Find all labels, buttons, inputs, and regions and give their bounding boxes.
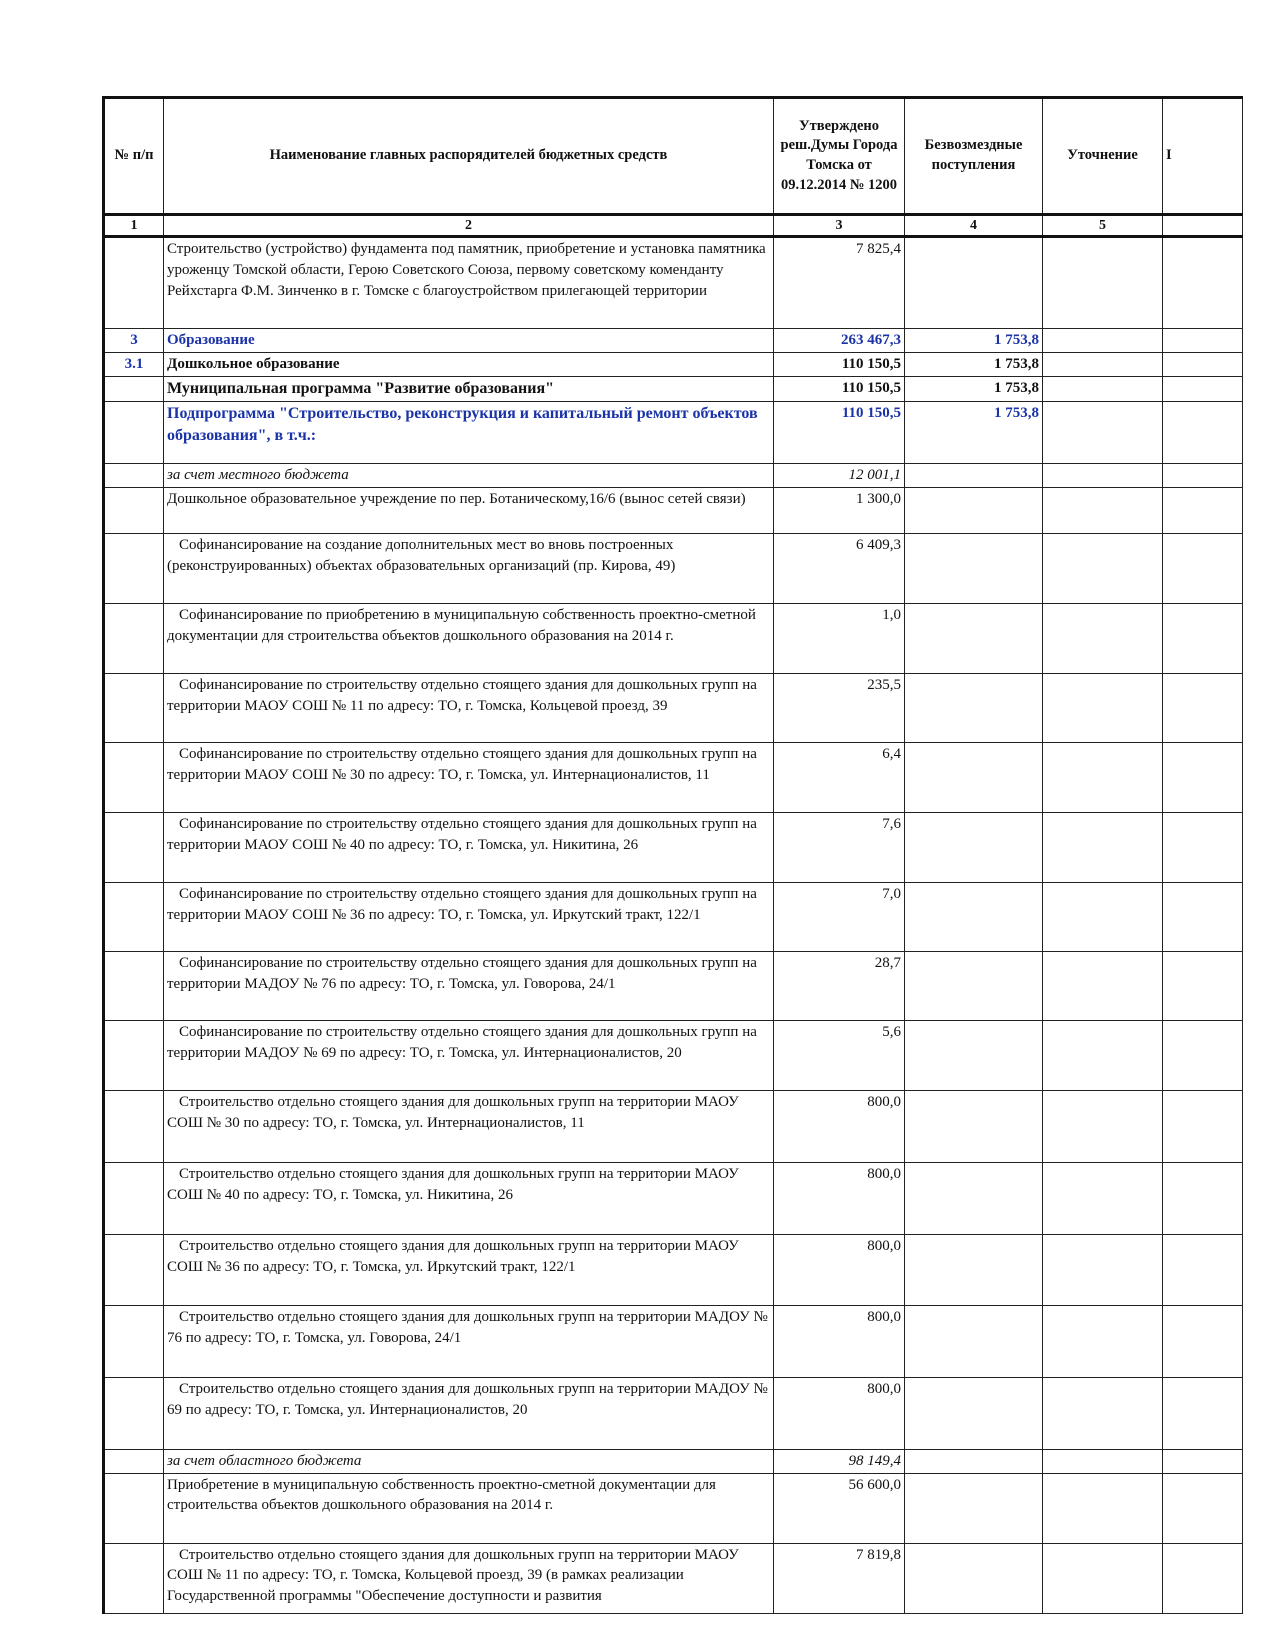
row-extra	[1163, 534, 1243, 604]
row-approved: 7,6	[774, 813, 905, 883]
row-approved: 235,5	[774, 674, 905, 743]
header-row	[104, 98, 1243, 215]
row-name: Строительство отдельно стоящего здания для дошкольных групп на территории МАОУ СОШ № 40 по адресу: ТО, г. Томска, ул. Никитина, 26	[164, 1163, 774, 1235]
table-row	[104, 464, 1243, 488]
row-adjustment	[1043, 604, 1163, 674]
row-adjustment	[1043, 488, 1163, 534]
row-free-receipts	[905, 237, 1043, 329]
table-row	[104, 1091, 1243, 1163]
row-number	[104, 1543, 164, 1613]
row-number	[104, 402, 164, 464]
row-name: Софинансирование по строительству отдельно стоящего здания для дошкольных групп на территории МАОУ СОШ № 11 по адресу: ТО, г. Томска, Кольцевой проезд, 39	[164, 674, 774, 743]
row-name: Строительство отдельно стоящего здания для дошкольных групп на территории МАДОУ № 69 по адресу: ТО, г. Томска, ул. Интернационалистов, 20	[164, 1378, 774, 1450]
row-extra	[1163, 1091, 1243, 1163]
row-extra	[1163, 1473, 1243, 1543]
row-extra	[1163, 674, 1243, 743]
row-number	[104, 1450, 164, 1474]
header-number: № п/п	[104, 98, 164, 215]
row-adjustment	[1043, 377, 1163, 402]
row-name: Образование	[164, 329, 774, 353]
table-row	[104, 1306, 1243, 1378]
row-free-receipts	[905, 743, 1043, 813]
table-row	[104, 237, 1243, 329]
table-row	[104, 402, 1243, 464]
row-number	[104, 1306, 164, 1378]
row-adjustment	[1043, 1163, 1163, 1235]
row-approved: 800,0	[774, 1091, 905, 1163]
row-name: Муниципальная программа "Развитие образования"	[164, 377, 774, 402]
row-name: Строительство отдельно стоящего здания для дошкольных групп на территории МАОУ СОШ № 36 по адресу: ТО, г. Томска, ул. Иркутский тракт, 122/1	[164, 1235, 774, 1306]
row-approved: 800,0	[774, 1163, 905, 1235]
column-number: 5	[1043, 215, 1163, 237]
row-approved: 800,0	[774, 1378, 905, 1450]
table-row	[104, 377, 1243, 402]
row-approved: 1,0	[774, 604, 905, 674]
header-next: I	[1163, 98, 1243, 215]
row-name: Софинансирование по строительству отдельно стоящего здания для дошкольных групп на территории МАОУ СОШ № 30 по адресу: ТО, г. Томска, ул. Интернационалистов, 11	[164, 743, 774, 813]
row-extra	[1163, 488, 1243, 534]
row-adjustment	[1043, 534, 1163, 604]
row-extra	[1163, 1235, 1243, 1306]
row-number	[104, 1378, 164, 1450]
row-approved: 7 819,8	[774, 1543, 905, 1613]
row-approved: 6,4	[774, 743, 905, 813]
row-number	[104, 1163, 164, 1235]
row-adjustment	[1043, 464, 1163, 488]
row-adjustment	[1043, 883, 1163, 952]
column-number-row	[104, 215, 1243, 237]
row-free-receipts	[905, 1543, 1043, 1613]
column-number: 4	[905, 215, 1043, 237]
row-name: Софинансирование на создание дополнительных мест во вновь построенных (реконструированных) объектах образовательных организаций (пр. Кирова, 49)	[164, 534, 774, 604]
row-name: Дошкольное образование	[164, 353, 774, 377]
column-number	[1163, 215, 1243, 237]
row-number	[104, 237, 164, 329]
header-name: Наименование главных распорядителей бюджетных средств	[164, 98, 774, 215]
row-extra	[1163, 1450, 1243, 1474]
budget-table	[102, 96, 1243, 1614]
row-adjustment	[1043, 1306, 1163, 1378]
row-free-receipts	[905, 534, 1043, 604]
row-extra	[1163, 237, 1243, 329]
row-extra	[1163, 952, 1243, 1021]
row-name: за счет областного бюджета	[164, 1450, 774, 1474]
table-row	[104, 353, 1243, 377]
row-number	[104, 883, 164, 952]
row-number	[104, 377, 164, 402]
row-extra	[1163, 1163, 1243, 1235]
row-number: 3.1	[104, 353, 164, 377]
row-extra	[1163, 464, 1243, 488]
row-number: 3	[104, 329, 164, 353]
row-number	[104, 952, 164, 1021]
row-name: Софинансирование по строительству отдельно стоящего здания для дошкольных групп на территории МАОУ СОШ № 40 по адресу: ТО, г. Томска, ул. Никитина, 26	[164, 813, 774, 883]
row-adjustment	[1043, 1235, 1163, 1306]
row-free-receipts	[905, 1163, 1043, 1235]
row-number	[104, 674, 164, 743]
row-extra	[1163, 1021, 1243, 1091]
row-approved: 800,0	[774, 1235, 905, 1306]
row-number	[104, 488, 164, 534]
row-extra	[1163, 377, 1243, 402]
row-number	[104, 813, 164, 883]
table-row	[104, 883, 1243, 952]
table-row	[104, 1235, 1243, 1306]
row-approved: 263 467,3	[774, 329, 905, 353]
table-row	[104, 534, 1243, 604]
row-name: Приобретение в муниципальную собственность проектно-сметной документации для строительства объектов дошкольного образования на 2014 г.	[164, 1473, 774, 1543]
row-extra	[1163, 353, 1243, 377]
row-extra	[1163, 604, 1243, 674]
table-row	[104, 1473, 1243, 1543]
row-free-receipts: 1 753,8	[905, 377, 1043, 402]
row-free-receipts	[905, 1450, 1043, 1474]
row-adjustment	[1043, 952, 1163, 1021]
row-approved: 110 150,5	[774, 377, 905, 402]
row-name: Софинансирование по строительству отдельно стоящего здания для дошкольных групп на территории МАОУ СОШ № 36 по адресу: ТО, г. Томска, ул. Иркутский тракт, 122/1	[164, 883, 774, 952]
row-free-receipts	[905, 813, 1043, 883]
header-adjustment: Уточнение	[1043, 98, 1163, 215]
row-number	[104, 743, 164, 813]
table-row	[104, 1543, 1243, 1613]
row-adjustment	[1043, 813, 1163, 883]
row-approved: 110 150,5	[774, 353, 905, 377]
row-approved: 7,0	[774, 883, 905, 952]
row-free-receipts	[905, 952, 1043, 1021]
table-row	[104, 1163, 1243, 1235]
row-approved: 110 150,5	[774, 402, 905, 464]
row-adjustment	[1043, 1091, 1163, 1163]
row-extra	[1163, 813, 1243, 883]
row-free-receipts: 1 753,8	[905, 353, 1043, 377]
row-approved: 12 001,1	[774, 464, 905, 488]
row-adjustment	[1043, 674, 1163, 743]
row-free-receipts	[905, 883, 1043, 952]
row-adjustment	[1043, 353, 1163, 377]
row-approved: 800,0	[774, 1306, 905, 1378]
row-free-receipts: 1 753,8	[905, 402, 1043, 464]
row-name: за счет местного бюджета	[164, 464, 774, 488]
row-adjustment	[1043, 1021, 1163, 1091]
row-adjustment	[1043, 237, 1163, 329]
row-free-receipts	[905, 1378, 1043, 1450]
row-name: Софинансирование по приобретению в муниципальную собственность проектно-сметной документации для строительства объектов дошкольного образования на 2014 г.	[164, 604, 774, 674]
row-extra	[1163, 883, 1243, 952]
row-number	[104, 1473, 164, 1543]
row-extra	[1163, 329, 1243, 353]
row-name: Подпрограмма "Строительство, реконструкция и капитальный ремонт объектов образования", в т.ч.:	[164, 402, 774, 464]
column-number: 1	[104, 215, 164, 237]
row-name: Софинансирование по строительству отдельно стоящего здания для дошкольных групп на территории МАДОУ № 69 по адресу: ТО, г. Томска, ул. Интернационалистов, 20	[164, 1021, 774, 1091]
row-free-receipts	[905, 674, 1043, 743]
row-free-receipts: 1 753,8	[905, 329, 1043, 353]
row-extra	[1163, 1378, 1243, 1450]
table-row	[104, 329, 1243, 353]
row-name: Строительство отдельно стоящего здания для дошкольных групп на территории МАОУ СОШ № 11 по адресу: ТО, г. Томска, Кольцевой проезд, 39 (в рамках реализации Государственной программы "Обеспечение доступности и развития	[164, 1543, 774, 1613]
row-number	[104, 604, 164, 674]
row-free-receipts	[905, 1091, 1043, 1163]
row-free-receipts	[905, 464, 1043, 488]
table-row	[104, 952, 1243, 1021]
row-approved: 1 300,0	[774, 488, 905, 534]
row-adjustment	[1043, 1450, 1163, 1474]
row-adjustment	[1043, 1378, 1163, 1450]
row-number	[104, 1235, 164, 1306]
row-free-receipts	[905, 488, 1043, 534]
row-free-receipts	[905, 1021, 1043, 1091]
table-row	[104, 1450, 1243, 1474]
row-adjustment	[1043, 743, 1163, 813]
row-approved: 98 149,4	[774, 1450, 905, 1474]
row-free-receipts	[905, 1473, 1043, 1543]
row-name: Строительство (устройство) фундамента под памятник, приобретение и установка памятника уроженцу Томской области, Герою Советского Союза, первому советскому коменданту Рейхстарга Ф.М. Зинченко в г. Томске с благоустройством прилегающей территории	[164, 237, 774, 329]
row-extra	[1163, 1543, 1243, 1613]
row-name: Строительство отдельно стоящего здания для дошкольных групп на территории МАДОУ № 76 по адресу: ТО, г. Томска, ул. Говорова, 24/1	[164, 1306, 774, 1378]
row-adjustment	[1043, 329, 1163, 353]
column-number: 3	[774, 215, 905, 237]
row-extra	[1163, 743, 1243, 813]
row-extra	[1163, 1306, 1243, 1378]
row-adjustment	[1043, 402, 1163, 464]
header-approved: Утверждено реш.Думы Города Томска от 09.12.2014 № 1200	[774, 98, 905, 215]
row-name: Строительство отдельно стоящего здания для дошкольных групп на территории МАОУ СОШ № 30 по адресу: ТО, г. Томска, ул. Интернационалистов, 11	[164, 1091, 774, 1163]
table-row	[104, 488, 1243, 534]
row-number	[104, 464, 164, 488]
row-number	[104, 1021, 164, 1091]
row-adjustment	[1043, 1473, 1163, 1543]
row-number	[104, 1091, 164, 1163]
row-approved: 7 825,4	[774, 237, 905, 329]
row-name: Софинансирование по строительству отдельно стоящего здания для дошкольных групп на территории МАДОУ № 76 по адресу: ТО, г. Томска, ул. Говорова, 24/1	[164, 952, 774, 1021]
row-approved: 6 409,3	[774, 534, 905, 604]
row-free-receipts	[905, 604, 1043, 674]
row-approved: 28,7	[774, 952, 905, 1021]
row-free-receipts	[905, 1235, 1043, 1306]
table-row	[104, 813, 1243, 883]
table-row	[104, 674, 1243, 743]
header-free-receipts: Безвозмездные поступления	[905, 98, 1043, 215]
table-row	[104, 1021, 1243, 1091]
row-approved: 56 600,0	[774, 1473, 905, 1543]
table-row	[104, 1378, 1243, 1450]
row-approved: 5,6	[774, 1021, 905, 1091]
row-name: Дошкольное образовательное учреждение по пер. Ботаническому,16/6 (вынос сетей связи)	[164, 488, 774, 534]
table-row	[104, 604, 1243, 674]
row-extra	[1163, 402, 1243, 464]
row-free-receipts	[905, 1306, 1043, 1378]
row-number	[104, 534, 164, 604]
table-row	[104, 743, 1243, 813]
column-number: 2	[164, 215, 774, 237]
row-adjustment	[1043, 1543, 1163, 1613]
